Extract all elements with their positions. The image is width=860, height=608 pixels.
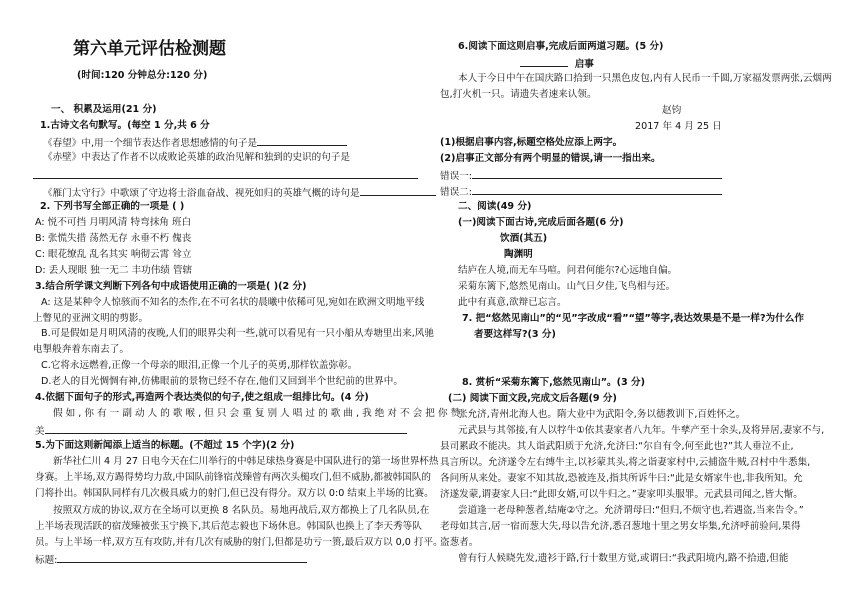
prose-paragraph-2-line5: 济遂发蒙,谓妻家人曰:“此即女婿,可以牛归之。”妻家叩头服罪。元武县司闻之,皆大惭。 xyxy=(440,489,803,500)
poem-author: 陶渊明 xyxy=(504,249,533,260)
question-2-option-a: A: 悦不可挡 月明风清 特弯抹角 班白 xyxy=(35,217,192,228)
news-paragraph-2-line1: 按照双方成的协议,双方在全场可以更换 8 名队员。易地再战后,双方都换上了几名队员,在 xyxy=(53,505,430,516)
part-two-heading: (二) 阅读下面文段,完成文后各题(9 分) xyxy=(448,393,617,404)
question-3-option-a-line1: A: 这是某种令人惊骇而不知名的杰作,在不可名状的晨曦中依稀可见,宛如在欧洲文明地平线 xyxy=(41,297,425,308)
question-4-example-end: 美 xyxy=(35,424,407,438)
news-paragraph-2-line3: 员。与上半场一样,双方互有攻防,并有几次有威胁的射门,但都是功亏一篑,最后双方以 0,0 打平。 xyxy=(35,537,443,548)
section-one-heading: 一、 积累及运用(21 分) xyxy=(51,104,157,115)
notice-heading: 启事 xyxy=(520,57,594,71)
question-1c: 《雁门太守行》中歌颂了守边将士浴血奋战、视死如归的英雄气概的诗句是 xyxy=(43,186,436,200)
answer-blank[interactable] xyxy=(45,424,407,434)
question-7-line2: 者要这样写?(3 分) xyxy=(474,329,556,340)
question-7-line1: 7. 把“悠然见南山”的“见”字改成“看”“望”等字,表达效果是不是一样?为什么作 xyxy=(462,313,804,324)
answer-blank[interactable] xyxy=(472,169,722,179)
headline-answer: 标题: xyxy=(35,553,307,567)
page-title: 第六单元评估检测题 xyxy=(73,39,226,59)
prose-paragraph-4: 曾有行人候晓先发,遗衫于路,行十数里方觉,或谓曰:“我武阳境内,路不拾遗,但能 xyxy=(458,553,789,564)
question-1: 1.古诗文名句默写。(每空 1 分,共 6 分 xyxy=(40,120,210,131)
prose-paragraph-3-line3: 盗葱者。 xyxy=(440,537,479,548)
question-6-2: (2)启事正文部分有两个明显的错误,请一一指出来。 xyxy=(440,153,661,164)
question-4: 4.依据下面句子的形式,再造两个表达类似的句子,使之组成一组排比句。(4 分) xyxy=(35,392,369,403)
part-one-heading: (一)阅读下面古诗,完成后面各题(6 分) xyxy=(458,217,624,228)
question-5: 5.为下面这则新闻添上适当的标题。(不超过 15 个字)(2 分) xyxy=(35,440,295,451)
news-paragraph-2-line2: 上半场表现活跃的宿茂臻被张玉宁换下,其后范志毅也下场休息。韩国队也换上了李天秀等队 xyxy=(35,521,422,532)
prose-paragraph-2-line4: 各问所从来处。妻家不知其故,恐被连及,指其所诉牛曰:“此是女婿家牛也,非我所知。允 xyxy=(440,473,803,484)
prose-paragraph-1: 张允济,青州北海人也。隋大业中为武阳令,务以德教训下,百姓怀之。 xyxy=(458,409,746,420)
news-paragraph-1-line3: 门将扑出。韩国队同样有几次极具威力的射门,但已没有得分。双方以 0:0 结束上半场的比赛。 xyxy=(35,488,434,499)
question-1a: 《春望》中,用一个细节表达作者思想感情的句子是 xyxy=(43,136,347,150)
question-4-example: 假 如 , 你 有 一 副 动 人 的 歌 喉 , 但 只 会 重 复 别 人 唱 过 的 歌 曲 , 我 绝 对 不 会 把 你 赞 xyxy=(53,408,461,419)
notice-date: 2017 年 4 月 25 日 xyxy=(635,121,722,132)
answer-blank[interactable] xyxy=(472,185,722,195)
question-2-option-d: D: 丢人现眼 独一无二 丰功伟绩 管辖 xyxy=(35,265,193,276)
question-8: 8. 赏析“采菊东篱下,悠然见南山”。(3 分) xyxy=(462,377,646,388)
answer-blank[interactable] xyxy=(57,553,307,563)
prose-paragraph-3-line2: 老母如其言,居一宿而葱大失,母以告允济,悉召葱地十里之男女毕集,允济呼前验问,果得 xyxy=(440,521,801,532)
poem-title: 饮酒(其五) xyxy=(500,233,548,244)
prose-paragraph-2-line3: 具言所以。允济遂令左右缚牛主,以衫蒙其头,将之诣妻家村中,云捕盗牛贼,召村中牛悉集, xyxy=(440,457,811,468)
poem-line-1: 结庐在人境,而无车马喧。问君何能尔?心远地自偏。 xyxy=(458,265,678,276)
question-2-option-b: B: 张慌失措 荡然无存 永垂不朽 傀丧 xyxy=(35,233,192,244)
poem-line-2: 采菊东篱下,悠然见南山。山气日夕佳,飞鸟相与还。 xyxy=(458,281,676,292)
question-3-option-d: D.老人的目光惆惆有神,仿佛眼前的景物已经不存在,他们又回到半个世纪前的世界中。 xyxy=(41,376,403,387)
question-3-option-a-line2: 上瞥见的亚洲文明的剪影。 xyxy=(33,313,149,324)
notice-body-line2: 包,打火机一只。请遗失者速来认领。 xyxy=(440,89,597,100)
question-3-option-c: C.它将永远燃着,正像一个母亲的眼泪,正像一个儿子的英勇,那样钦盖弥彰。 xyxy=(41,360,358,371)
notice-signer: 赵钧 xyxy=(662,105,682,116)
prose-paragraph-2-line2: 县司累政不能决。其人诣武阳质于允济,允济曰:“尔自有令,何至此也?”其人垂泣不止, xyxy=(440,441,794,452)
exam-subtitle: (时间:120 分钟总分:120 分) xyxy=(77,70,208,81)
question-3: 3.结合所学课文判断下列各句中成语使用正确的一项是( )(2 分) xyxy=(35,281,307,292)
question-2: 2. 下列书写全部正确的一项是 ( ) xyxy=(40,201,185,212)
section-two-heading: 二、阅读(49 分) xyxy=(458,201,532,212)
question-3-option-b-line2: 电掣般奔着东南去了。 xyxy=(33,344,129,355)
question-3-option-b-line1: B.可是假如是月明风清的夜晚,人们的眼界尖利一些,就可以看见有一只小船从寿塘里出来,风驰 xyxy=(41,328,434,339)
news-paragraph-1-line1: 新华社仁川 4 月 27 日电今天在仁川举行的中韩足球热身赛是中国队进行的第一场世界杯热 xyxy=(53,456,439,467)
answer-line[interactable] xyxy=(33,169,418,183)
answer-blank[interactable] xyxy=(257,136,347,146)
question-6: 6.阅读下面这则启事,完成后面两道习题。(5 分) xyxy=(458,41,664,52)
question-1b: 《赤壁》中表达了作者不以成败论英雄的政治见解和独到的史识的句子是 xyxy=(43,152,350,163)
error-two: 错误二: xyxy=(440,185,722,199)
poem-line-3: 此中有真意,欲辩已忘言。 xyxy=(458,297,567,308)
error-one: 错误一: xyxy=(440,169,722,183)
notice-body-line1: 本人于今日中午在国庆路口拾到一只黑色皮包,内有人民币一千圆,万家福发票两张,云烟两 xyxy=(458,73,832,84)
question-6-1: (1)根据启事内容,标题空格处应添上两字。 xyxy=(440,137,623,148)
prose-paragraph-2-line1: 元武县与其邻接,有人以牸牛①依其妻家者八九年。牛孳产至十余头,及将异居,妻家不与, xyxy=(458,425,825,436)
question-2-option-c: C: 眼花缭乱 乱名其实 响彻云霄 耸立 xyxy=(35,249,192,260)
answer-blank[interactable] xyxy=(360,186,436,196)
news-paragraph-1-line2: 身赛。上半场,双方踢得势均力敌,中国队前锋宿茂臻曾有两次头槌攻门,但不威胁,都被韩国队的 xyxy=(35,472,431,483)
prose-paragraph-3-line1: 尝道逢一老母种葱者,结庵②守之。允济谓母曰:“但归,不烦守也,若遇盗,当来告令。” xyxy=(458,505,804,516)
answer-blank[interactable] xyxy=(520,57,568,67)
